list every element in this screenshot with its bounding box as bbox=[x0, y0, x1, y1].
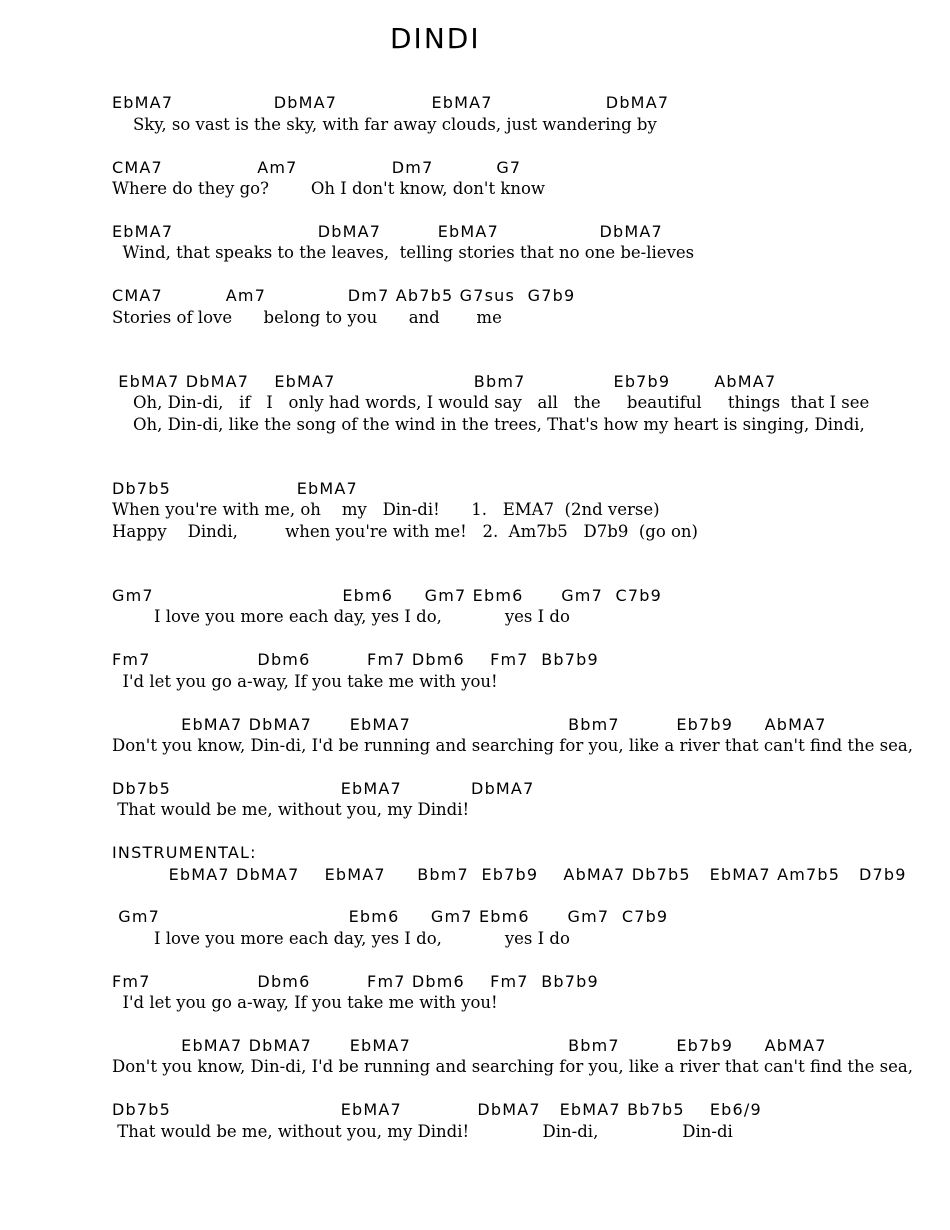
lyric-line: I'd let you go a-way, If you take me with you! bbox=[112, 672, 498, 691]
chord-line: Db7b5 EbMA7 bbox=[112, 479, 358, 498]
chord-line: EbMA7 DbMA7 EbMA7 DbMA7 bbox=[112, 93, 670, 112]
chord-line: Fm7 Dbm6 Fm7 Dbm6 Fm7 Bb7b9 bbox=[112, 650, 599, 669]
lyric-line: That would be me, without you, my Dindi! bbox=[112, 800, 470, 819]
lyric-line: Don't you know, Din-di, I'd be running and searching for you, like a river that can't find the sea, bbox=[112, 736, 913, 755]
lyric-line: Oh, Din-di, if I only had words, I would say all the beautiful things that I see bbox=[112, 393, 870, 412]
lyric-line: I'd let you go a-way, If you take me with you! bbox=[112, 993, 498, 1012]
chord-line: Gm7 Ebm6 Gm7 Ebm6 Gm7 C7b9 bbox=[112, 586, 663, 605]
lyric-line: Wind, that speaks to the leaves, telling stories that no one be-lieves bbox=[112, 243, 695, 262]
lyric-line: I love you more each day, yes I do, yes I do bbox=[112, 607, 570, 626]
chord-line: CMA7 Am7 Dm7 Ab7b5 G7sus G7b9 bbox=[112, 286, 576, 305]
chord-line: Fm7 Dbm6 Fm7 Dbm6 Fm7 Bb7b9 bbox=[112, 972, 599, 991]
lyric-line: Don't you know, Din-di, I'd be running and searching for you, like a river that can't find the sea, bbox=[112, 1057, 913, 1076]
lyric-line: Where do they go? Oh I don't know, don't know bbox=[112, 179, 546, 198]
chord-line: EbMA7 DbMA7 EbMA7 DbMA7 bbox=[112, 222, 663, 241]
lyric-line: I love you more each day, yes I do, yes I do bbox=[112, 929, 570, 948]
lyric-line: Sky, so vast is the sky, with far away clouds, just wandering by bbox=[112, 115, 657, 134]
chord-line: Gm7 Ebm6 Gm7 Ebm6 Gm7 C7b9 bbox=[112, 907, 669, 926]
chord-line: Db7b5 EbMA7 DbMA7 EbMA7 Bb7b5 Eb6/9 bbox=[112, 1100, 762, 1119]
section-label: INSTRUMENTAL: bbox=[112, 843, 257, 862]
chord-line: EbMA7 DbMA7 EbMA7 Bbm7 Eb7b9 AbMA7 bbox=[112, 715, 827, 734]
chord-line: Db7b5 EbMA7 DbMA7 bbox=[112, 779, 535, 798]
lyric-line: When you're with me, oh my Din-di! 1. EMA7 (2nd verse) bbox=[112, 500, 660, 519]
lyric-line: Happy Dindi, when you're with me! 2. Am7b5 D7b9 (go on) bbox=[112, 522, 698, 541]
chord-line: EbMA7 DbMA7 EbMA7 Bbm7 Eb7b9 AbMA7 bbox=[112, 1036, 827, 1055]
lyric-line: Oh, Din-di, like the song of the wind in the trees, That's how my heart is singing, Dindi, bbox=[112, 415, 865, 434]
lyric-line: Stories of love belong to you and me bbox=[112, 308, 502, 327]
lyric-line: That would be me, without you, my Dindi! Din-di, Din-di bbox=[112, 1122, 733, 1141]
chord-line: EbMA7 DbMA7 EbMA7 Bbm7 Eb7b9 AbMA7 bbox=[112, 372, 777, 391]
page-title: DINDI bbox=[390, 22, 481, 55]
chord-line: EbMA7 DbMA7 EbMA7 Bbm7 Eb7b9 AbMA7 Db7b5 EbMA7 Am7b5 D7b9 bbox=[112, 865, 907, 884]
chord-line: CMA7 Am7 Dm7 G7 bbox=[112, 158, 522, 177]
